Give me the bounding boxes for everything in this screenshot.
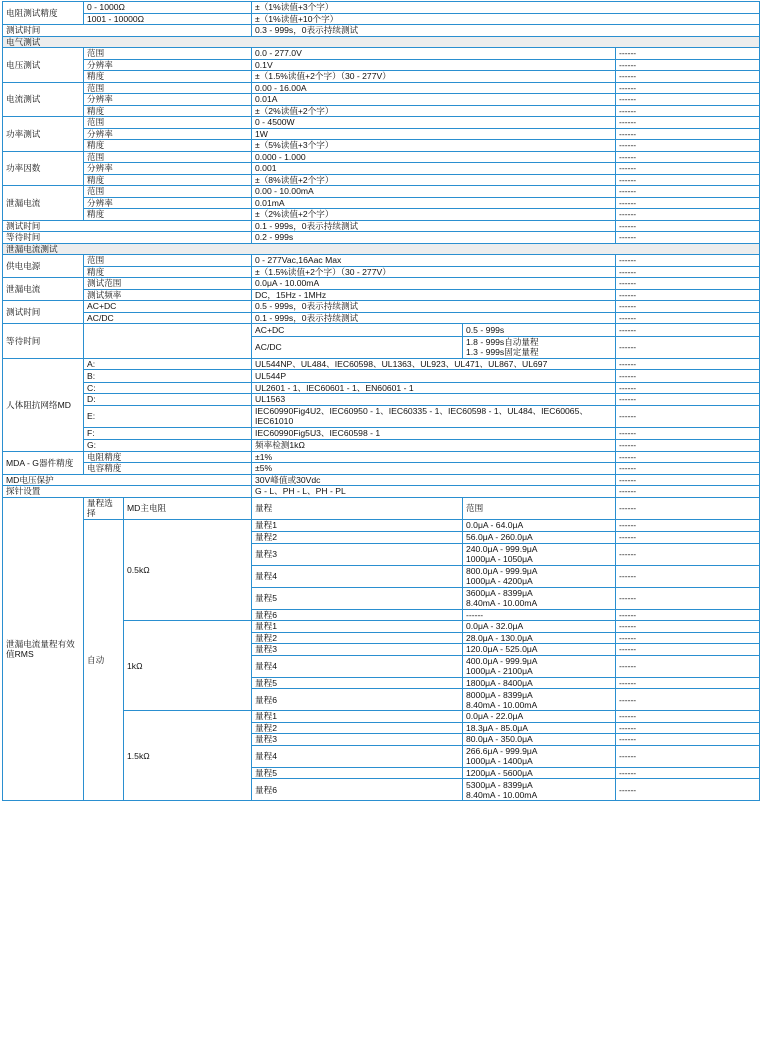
dash-cell: ------ [616,621,760,633]
rms-range-name: 量程3 [252,734,463,746]
rms-range-span [463,587,616,609]
rms-range-span-line: 8.40mA - 10.00mA [466,699,538,710]
table-row [3,117,760,129]
dash-cell: ------ [616,779,760,801]
body-network-standards: UL1563 [252,394,616,406]
rms-range-span: 0.0μA - 32.0μA [463,621,616,633]
table-row [3,71,760,83]
resist-range-2: 1001 - 10000Ω [84,13,252,25]
rms-range-span-line: 240.0μA - 999.9μA [466,544,538,554]
body-network-standards: UL544NP、UL484、IEC60598、UL1363、UL923、UL471、UL867、UL697 [252,358,616,370]
resist-time-value: 0.3 - 999s，0表示持续测试 [252,25,760,37]
table-row [3,140,760,152]
rms-range-span-line: 1000μA - 1050μA [466,554,533,564]
current-range: 0.00 - 16.00A [252,82,616,94]
table-row [3,519,760,532]
dash-cell: ------ [616,209,760,221]
range-label: 范围 [84,117,252,129]
range-label: 范围 [84,186,252,198]
leak-wait-acdc: 0.5 - 999s [463,324,616,337]
leak-resolution: 0.01mA [252,197,616,209]
dash-cell: ------ [616,587,760,609]
rms-group-name: 1kΩ [124,621,252,711]
rms-range-span: 28.0μA - 130.0μA [463,632,616,644]
table-row [3,451,760,463]
table-row [3,186,760,198]
leak-range: 0.0μA - 10.00mA [252,278,616,290]
resolution-label: 分辨率 [84,94,252,106]
table-row [3,209,760,221]
dash-cell: ------ [616,163,760,175]
dash-cell: ------ [616,117,760,129]
rms-auto: 自动 [84,519,124,801]
table-row [3,266,760,278]
dash-cell: ------ [616,59,760,71]
dash-cell: ------ [616,278,760,290]
elec-wait-time-label: 等待时间 [3,232,252,244]
dash-cell: ------ [616,266,760,278]
rms-group-name: 0.5kΩ [124,519,252,621]
supply-range: 0 - 277Vac,16Aac Max [252,255,616,267]
table-row [3,358,760,370]
dash-cell: ------ [616,532,760,544]
accuracy-label: 精度 [84,105,252,117]
leak-range: 0.00 - 10.00mA [252,186,616,198]
rms-range-span: 0.0μA - 64.0μA [463,519,616,532]
mda-label: MDA - G器件精度 [3,451,84,474]
empty-cell [84,324,252,359]
rms-range-span-line: 266.6μA - 999.9μA [466,746,538,756]
body-network-key: C: [84,382,252,394]
rms-range-span: 120.0μA - 525.0μA [463,644,616,656]
body-network-label: 人体阻抗网络MD [3,358,84,451]
rms-range-span-line: 3600μA - 8399μA [466,588,533,598]
pf-label: 功率因数 [3,151,84,186]
body-network-key: D: [84,394,252,406]
table-row [3,394,760,406]
section-electrical: 电气测试 [3,36,760,48]
rms-range-span: ------ [463,609,616,621]
dash-cell: ------ [616,655,760,677]
rms-range-name: 量程4 [252,745,463,767]
power-label: 功率测试 [3,117,84,152]
leak-time-ac-label: AC/DC [84,312,252,324]
rms-range-name: 量程1 [252,711,463,723]
dash-cell: ------ [616,734,760,746]
rms-range-span [463,543,616,565]
dash-cell: ------ [616,474,760,486]
voltage-label: 电压测试 [3,48,84,83]
dash-cell: ------ [616,220,760,232]
table-row [3,105,760,117]
dash-cell: ------ [616,289,760,301]
table-row [3,220,760,232]
table-row [3,324,760,337]
dash-cell: ------ [616,543,760,565]
rms-range-span-line: 8.40mA - 10.00mA [466,789,538,800]
dash-cell: ------ [616,440,760,452]
table-row [3,82,760,94]
power-resolution: 1W [252,128,616,140]
table-row [3,48,760,60]
md-voltage-label: MD电压保护 [3,474,252,486]
body-network-standards: 频率检测1kΩ [252,440,616,452]
rms-range-name: 量程5 [252,587,463,609]
dash-cell: ------ [616,427,760,440]
dash-cell: ------ [616,232,760,244]
rms-range-name: 量程4 [252,655,463,677]
rms-range-span [463,565,616,587]
dash-cell: ------ [616,519,760,532]
supply-label: 供电电源 [3,255,84,278]
rms-range-span-line: 8000μA - 8399μA [466,689,533,700]
rms-range-name: 量程4 [252,565,463,587]
rms-range-span-line: 1000μA - 4200μA [466,576,533,586]
rms-range-span [463,655,616,677]
table-row [3,440,760,452]
rms-md-label: MD主电阻 [124,497,252,519]
pf-resolution: 0.001 [252,163,616,175]
accuracy-label: 精度 [84,140,252,152]
table-row [3,486,760,498]
table-row [3,382,760,394]
dash-cell: ------ [616,105,760,117]
rms-range-name: 量程6 [252,779,463,801]
table-row [3,197,760,209]
rms-range-span-line: 1000μA - 2100μA [466,666,533,676]
rms-range-span-line: 5300μA - 8399μA [466,779,533,790]
mda-resistance-label: 电阻精度 [84,451,252,463]
rms-range-span [463,745,616,767]
leak-time-acdc-label: AC+DC [84,301,252,313]
table-row [3,151,760,163]
leak-label: 泄漏电流 [3,278,84,301]
dash-cell: ------ [616,711,760,723]
supply-range-label: 范围 [84,255,252,267]
table-row [3,232,760,244]
rms-range-span-line: 400.0μA - 999.9μA [466,656,538,666]
rms-range-name: 量程2 [252,722,463,734]
spec-table-body [3,2,760,801]
table-row [3,370,760,383]
dash-cell: ------ [616,463,760,475]
elec-test-time-value: 0.1 - 999s，0表示持续测试 [252,220,616,232]
rms-range-name: 量程3 [252,644,463,656]
rms-range-name: 量程3 [252,543,463,565]
rms-range-span-line: 800.0μA - 999.9μA [466,566,538,576]
table-row [3,174,760,186]
rms-range-name: 量程2 [252,632,463,644]
rms-group-name: 1.5kΩ [124,711,252,801]
dash-cell: ------ [616,140,760,152]
pf-range: 0.000 - 1.000 [252,151,616,163]
accuracy-label: 精度 [84,71,252,83]
resist-acc-1: ±（1%读值+3个字） [252,2,760,14]
leak-label: 泄漏电流 [3,186,84,221]
current-accuracy: ±（2%读值+2个字） [252,105,616,117]
range-label: 范围 [84,82,252,94]
rms-range-span: 18.3μA - 85.0μA [463,722,616,734]
leak-wait-ac [463,336,616,358]
resolution-label: 分辨率 [84,128,252,140]
dash-cell: ------ [616,82,760,94]
dash-cell: ------ [616,94,760,106]
rms-range-name: 量程6 [252,689,463,711]
table-row [3,427,760,440]
leak-wait-ac-line: 1.8 - 999s自动量程 [466,337,539,347]
leak-accuracy: ±（2%读值+2个字） [252,209,616,221]
table-row [3,405,760,427]
range-label: 范围 [84,151,252,163]
dash-cell: ------ [616,186,760,198]
dash-cell: ------ [616,745,760,767]
leak-freq-label: 测试频率 [84,289,252,301]
rms-range-header: 量程 [252,497,463,519]
dash-cell: ------ [616,174,760,186]
rms-select-label: 量程选择 [84,497,124,519]
mda-resistance: ±1% [252,451,616,463]
current-label: 电流测试 [3,82,84,117]
dash-cell: ------ [616,644,760,656]
mda-capacitance-label: 电容精度 [84,463,252,475]
body-network-standards: UL544P [252,370,616,383]
dash-cell: ------ [616,370,760,383]
rms-range-span-line: 8.40mA - 10.00mA [466,598,538,608]
dash-cell: ------ [616,358,760,370]
dash-cell: ------ [616,677,760,689]
table-row [3,163,760,175]
table-row [3,301,760,313]
table-row [3,243,760,255]
body-network-standards: UL2601 - 1、IEC60601 - 1、EN60601 - 1 [252,382,616,394]
body-network-key: F: [84,427,252,440]
dash-cell: ------ [616,197,760,209]
body-network-key: E: [84,405,252,427]
dash-cell: ------ [616,722,760,734]
table-row [3,255,760,267]
resist-acc-2: ±（1%读值+10个字） [252,13,760,25]
pf-accuracy: ±（8%读值+2个字） [252,174,616,186]
dash-cell: ------ [616,71,760,83]
dash-cell: ------ [616,405,760,427]
leak-wait-acdc-label: AC+DC [252,324,463,337]
body-network-key: G: [84,440,252,452]
rms-range-name: 量程5 [252,767,463,779]
table-row [3,59,760,71]
resolution-label: 分辨率 [84,197,252,209]
dash-cell: ------ [616,336,760,358]
accuracy-label: 精度 [84,174,252,186]
probe-value: G - L、PH - L、PH - PL [252,486,616,498]
table-row [3,474,760,486]
rms-range-span [463,689,616,711]
rms-range-name: 量程5 [252,677,463,689]
dash-cell: ------ [616,486,760,498]
power-range: 0 - 4500W [252,117,616,129]
leak-range-label: 测试范围 [84,278,252,290]
section-leakage: 泄漏电流测试 [3,243,760,255]
dash-cell: ------ [616,324,760,337]
dash-cell: ------ [616,451,760,463]
table-row [3,497,760,519]
body-network-standards: IEC60990Fig4U2、IEC60950 - 1、IEC60335 - 1、IEC60598 - 1、UL484、IEC60065、IEC61010 [252,405,616,427]
dash-cell: ------ [616,767,760,779]
rms-range-name: 量程1 [252,519,463,532]
leak-wait-ac-line: 1.3 - 999s固定量程 [466,347,539,357]
dash-cell: ------ [616,689,760,711]
body-network-standards: IEC60990Fig5U3、IEC60598 - 1 [252,427,616,440]
table-row [3,94,760,106]
dash-cell: ------ [616,48,760,60]
leak-time-ac: 0.1 - 999s，0表示持续测试 [252,312,616,324]
table-row [3,289,760,301]
rms-range-span: 0.0μA - 22.0μA [463,711,616,723]
leak-wait-ac-label: AC/DC [252,336,463,358]
leak-wait-label: 等待时间 [3,324,84,359]
current-resolution: 0.01A [252,94,616,106]
rms-range-span: 56.0μA - 260.0μA [463,532,616,544]
dash-cell: ------ [616,394,760,406]
rms-range-name: 量程1 [252,621,463,633]
dash-cell: ------ [616,382,760,394]
dash-cell: ------ [616,128,760,140]
resist-range-1: 0 - 1000Ω [84,2,252,14]
rms-range-span: 1800μA - 8400μA [463,677,616,689]
leak-time-acdc: 0.5 - 999s，0表示持续测试 [252,301,616,313]
elec-wait-time-value: 0.2 - 999s [252,232,616,244]
supply-acc-label: 精度 [84,266,252,278]
dash-cell: ------ [616,497,760,519]
supply-acc: ±（1.5%读值+2个字）（30 - 277V） [252,266,616,278]
accuracy-label: 精度 [84,209,252,221]
dash-cell: ------ [616,255,760,267]
resist-time-label: 测试时间 [3,25,252,37]
rms-span-header: 范围 [463,497,616,519]
dash-cell: ------ [616,301,760,313]
dash-cell: ------ [616,632,760,644]
table-row [3,312,760,324]
resist-acc-label: 电阻测试精度 [3,2,84,25]
rms-range-span: 1200μA - 5600μA [463,767,616,779]
dash-cell: ------ [616,151,760,163]
voltage-range: 0.0 - 277.0V [252,48,616,60]
dash-cell: ------ [616,565,760,587]
body-network-key: A: [84,358,252,370]
mda-capacitance: ±5% [252,463,616,475]
probe-label: 探针设置 [3,486,252,498]
table-row [3,278,760,290]
rms-range-name: 量程6 [252,609,463,621]
dash-cell: ------ [616,312,760,324]
rms-range-name: 量程2 [252,532,463,544]
rms-range-span-line: 1000μA - 1400μA [466,756,533,766]
table-row [3,463,760,475]
rms-label: 泄漏电流量程有效值RMS [3,497,84,801]
voltage-resolution: 0.1V [252,59,616,71]
resolution-label: 分辨率 [84,163,252,175]
resolution-label: 分辨率 [84,59,252,71]
leak-freq: DC，15Hz - 1MHz [252,289,616,301]
leak-time-label: 测试时间 [3,301,84,324]
spec-table [2,1,760,801]
rms-range-span [463,779,616,801]
power-accuracy: ±（5%读值+3个字） [252,140,616,152]
md-voltage-value: 30V峰值或30Vdc [252,474,616,486]
voltage-accuracy: ±（1.5%读值+2个字）（30 - 277V） [252,71,616,83]
range-label: 范围 [84,48,252,60]
elec-test-time-label: 测试时间 [3,220,252,232]
dash-cell: ------ [616,609,760,621]
rms-range-span: 80.0μA - 350.0μA [463,734,616,746]
body-network-key: B: [84,370,252,383]
table-row [3,128,760,140]
